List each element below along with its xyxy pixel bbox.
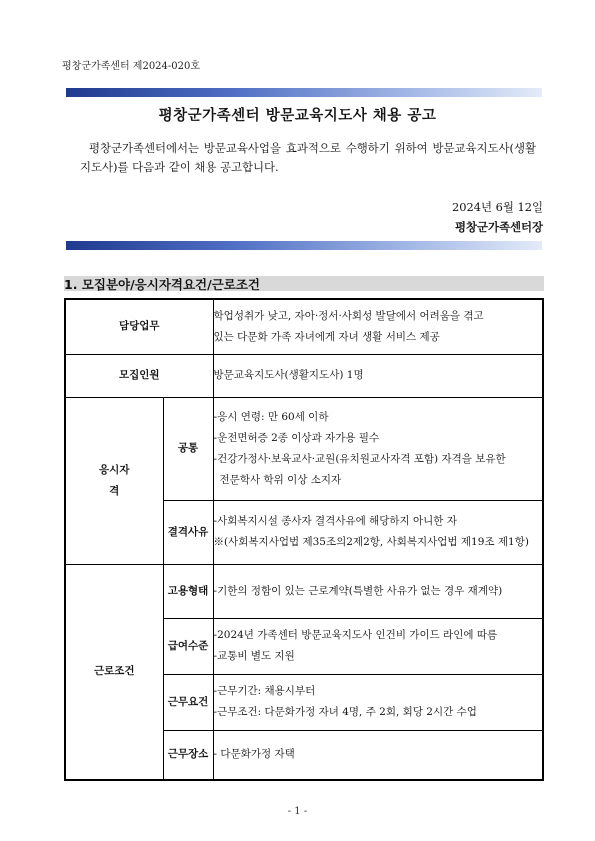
headcount-value: 방문교육지도사(생활지도사) 1명 bbox=[213, 354, 543, 397]
section-heading: 1. 모집분야/응시자격요건/근로조건 bbox=[64, 277, 260, 292]
header-divider-bar bbox=[66, 88, 542, 97]
footer-divider-bar bbox=[66, 241, 542, 250]
common-label: 공통 bbox=[163, 397, 213, 500]
duty-content bbox=[213, 299, 543, 354]
employment-type-value: -기한의 정함이 있는 근로계약(특별한 사유가 없는 경우 재계약) bbox=[213, 564, 543, 618]
page-number: - 1 - bbox=[287, 806, 308, 817]
document-number: 평창군가족센터 제2024-020호 bbox=[62, 61, 201, 72]
location-label: 근무장소 bbox=[163, 730, 213, 780]
table-row-headcount bbox=[65, 354, 543, 397]
disqualification-label: 결격사유 bbox=[163, 500, 213, 564]
work-label: 근무요건 bbox=[163, 674, 213, 730]
conditions-label: 근로조건 bbox=[65, 564, 163, 780]
qualification-label: 응시자격 bbox=[65, 397, 163, 564]
disqualification-line: -사회복지시설 종사자 결격사유에 해당하지 아니한 자 bbox=[213, 515, 457, 527]
announcement-date: 2024년 6월 12일 bbox=[452, 200, 543, 214]
table-row-employment-type bbox=[65, 564, 543, 618]
table-row-common bbox=[65, 397, 543, 500]
table-row-duty bbox=[65, 299, 543, 354]
duty-label: 담당업무 bbox=[65, 299, 213, 354]
intro-paragraph: 평창군가족센터에서는 방문교육사업을 효과적으로 수행하기 위하여 방문교육지도사(생활지도사)를 다음과 같이 채용 공고합니다. bbox=[80, 141, 536, 174]
location-value: - 다문화가정 자택 bbox=[213, 730, 543, 780]
headcount-label: 모집인원 bbox=[65, 354, 213, 397]
disqualification-line: ※(사회복지사업법 제35조의2제2항, 사회복지사업법 제19조 제1항) bbox=[213, 536, 529, 548]
common-line: -운전면허증 2종 이상과 자가용 필수 bbox=[213, 431, 380, 444]
disqualification-content bbox=[213, 500, 543, 564]
salary-label: 급여수준 bbox=[163, 618, 213, 674]
work-line: -근무기간: 채용시부터 bbox=[213, 685, 316, 697]
duty-line: 있는 다문화 가족 자녀에게 자녀 생활 서비스 제공 bbox=[213, 330, 440, 343]
salary-line: -2024년 가족센터 방문교육지도사 인건비 가이드 라인에 따름 bbox=[213, 629, 498, 641]
salary-line: -교통비 별도 지원 bbox=[213, 650, 295, 662]
page-title: 평창군가족센터 방문교육지도사 채용 공고 bbox=[158, 108, 437, 124]
work-content bbox=[213, 674, 543, 730]
common-content bbox=[213, 397, 543, 500]
employment-type-label: 고용형태 bbox=[163, 564, 213, 618]
common-line: -응시 연령: 만 60세 이하 bbox=[213, 410, 329, 423]
common-line: 전문학사 학위 이상 소지자 bbox=[219, 473, 342, 486]
recruitment-table bbox=[64, 298, 544, 781]
work-line: -근무조건: 다문화가정 자녀 4명, 주 2회, 회당 2시간 수업 bbox=[213, 706, 477, 718]
issuer-name: 평창군가족센터장 bbox=[454, 220, 543, 234]
section-heading-bar bbox=[64, 276, 544, 291]
duty-line: 학업성취가 낮고, 자아·정서·사회성 발달에서 어려움을 겪고 bbox=[213, 309, 484, 322]
salary-content bbox=[213, 618, 543, 674]
common-line: -건강가정사·보육교사·교원(유치원교사자격 포함) 자격을 보유한 bbox=[213, 452, 506, 465]
